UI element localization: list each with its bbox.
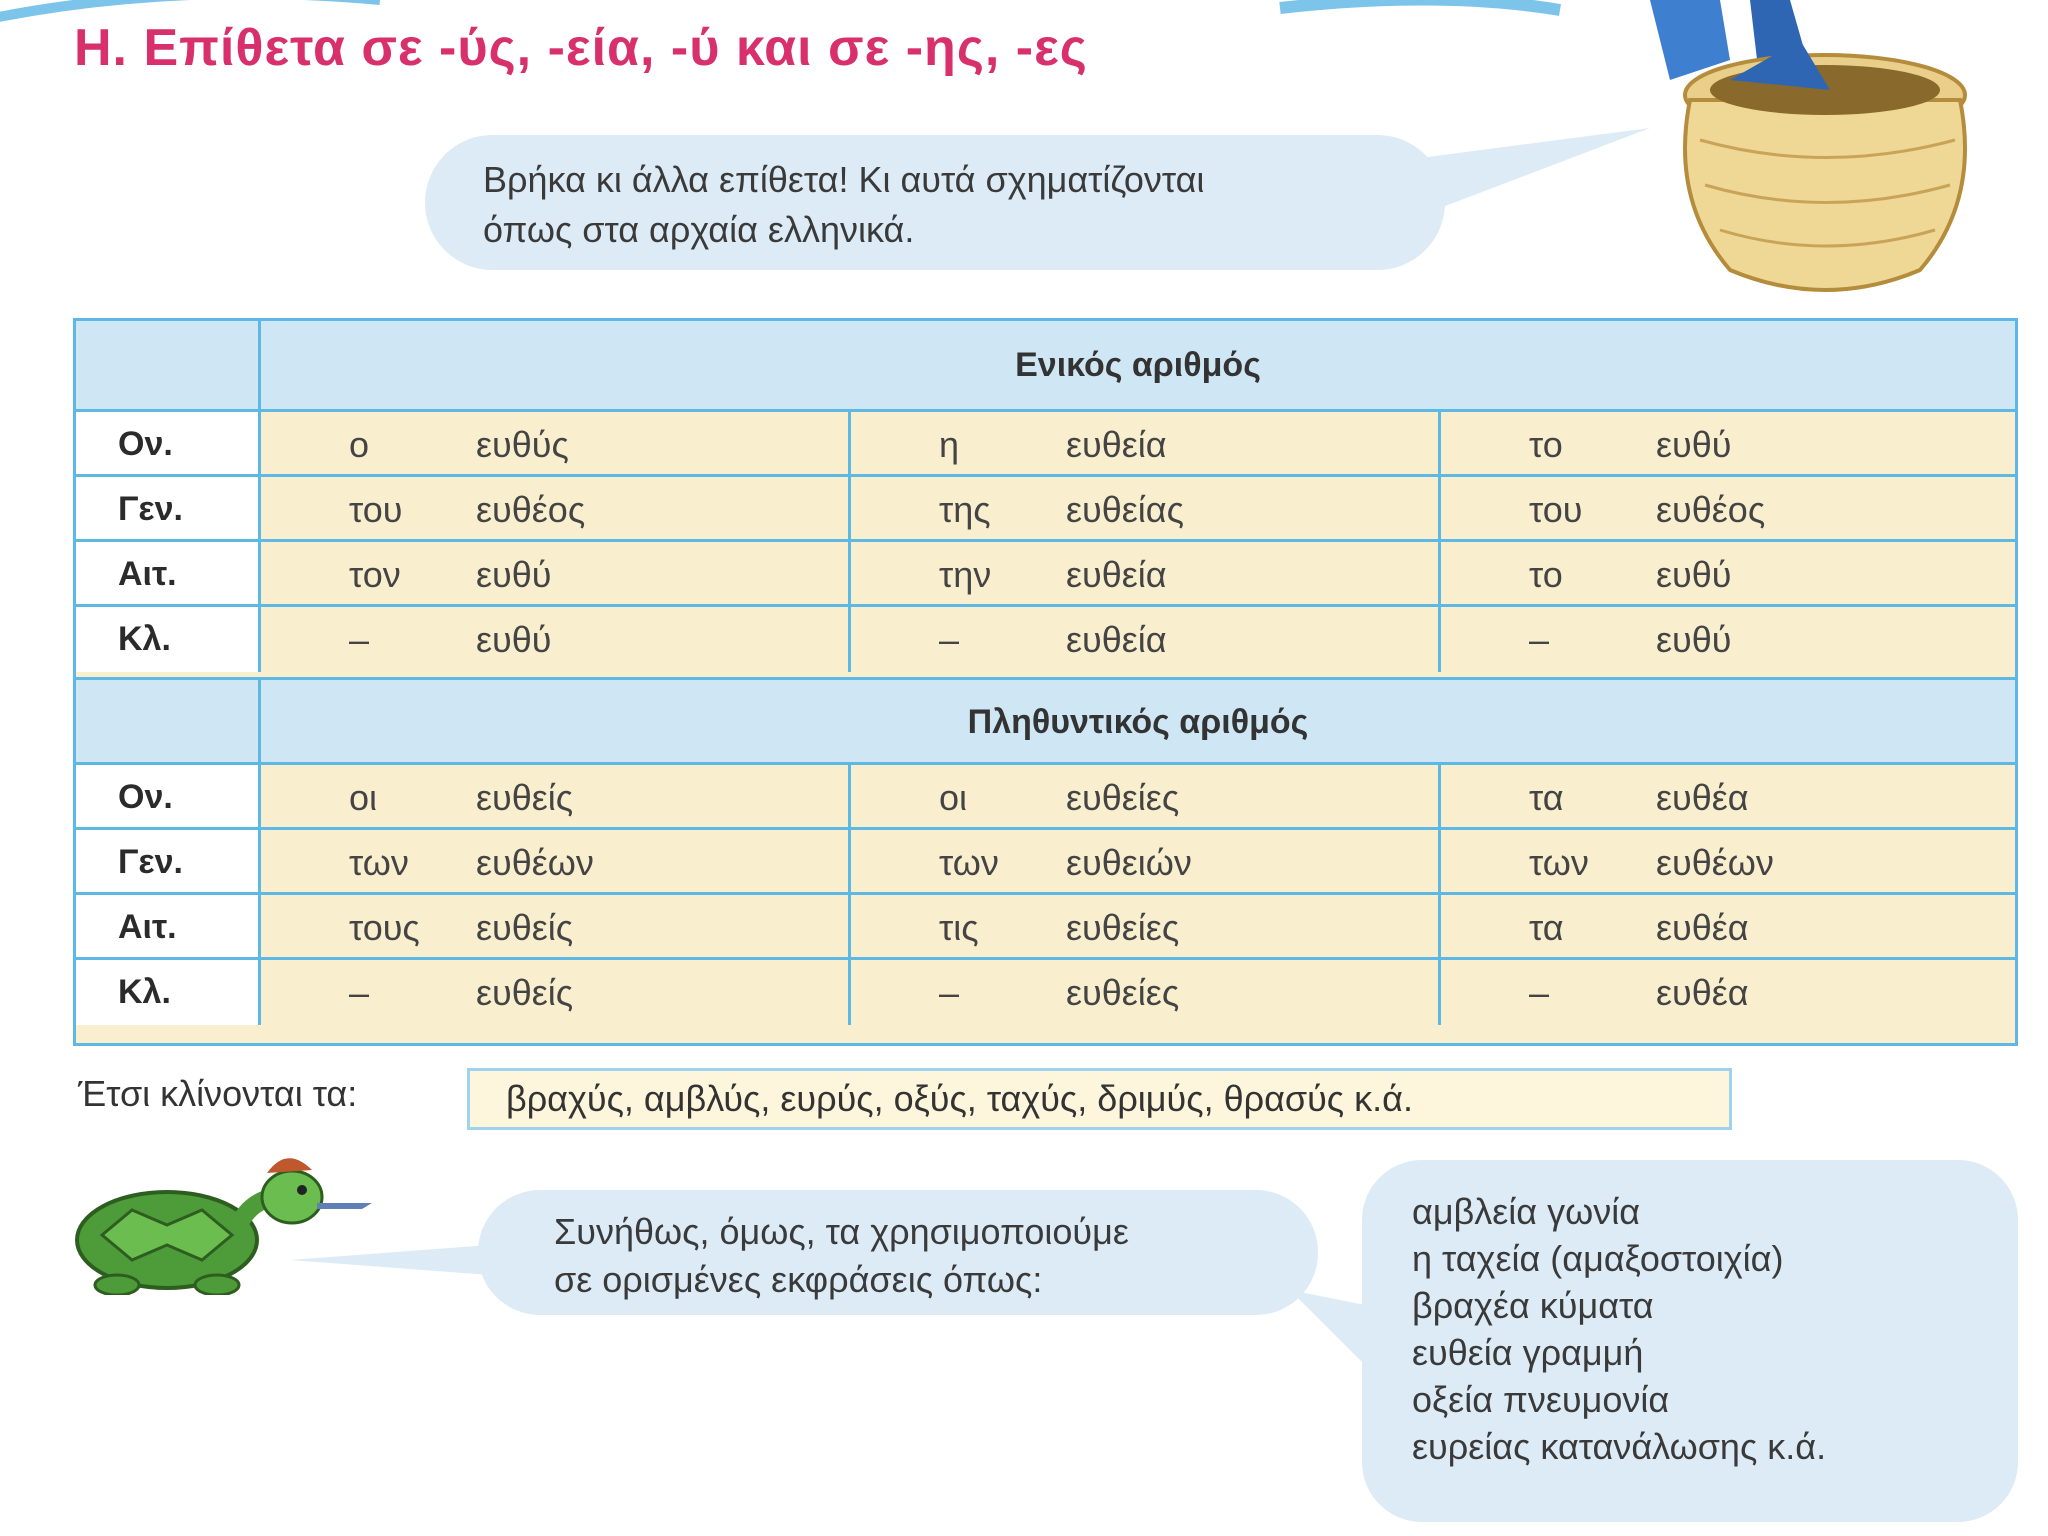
case-label: Ον. <box>76 765 261 830</box>
adjective-form: ευθέα <box>1656 906 1749 948</box>
table-row <box>76 474 2015 542</box>
feminine-cell <box>851 830 1441 895</box>
example-item: η ταχεία (αμαξοστοιχία) <box>1412 1238 1784 1279</box>
case-label: Κλ. <box>76 607 261 672</box>
neuter-cell <box>1441 412 2015 477</box>
plural-heading: Πληθυντικός αριθμός <box>967 703 1309 741</box>
article: της <box>939 488 991 530</box>
example-item: ευθεία γραμμή <box>1412 1332 1644 1373</box>
adjective-form: ευθεία <box>1066 618 1167 660</box>
article: τους <box>349 906 420 948</box>
clay-pot-illustration <box>1610 0 2010 300</box>
adjective-form: ευθείς <box>476 776 574 818</box>
article: του <box>1529 488 1583 530</box>
singular-heading: Ενικός αριθμός <box>1015 345 1261 384</box>
case-label: Αιτ. <box>76 542 261 607</box>
article: τον <box>349 553 401 595</box>
table-row <box>76 762 2015 830</box>
header-spacer <box>76 321 261 409</box>
case-label: Γεν. <box>76 477 261 542</box>
adjective-form: ευθείας <box>1066 488 1184 530</box>
usage-speech-bubble <box>478 1190 1318 1315</box>
plural-header-row <box>76 677 2015 765</box>
usage-line-1: Συνήθως, όμως, τα χρησιμοποιούμε <box>554 1211 1129 1252</box>
example-item: αμβλεία γωνία <box>1412 1191 1641 1232</box>
article: – <box>939 618 960 660</box>
inflection-label: Έτσι κλίνονται τα: <box>78 1073 358 1114</box>
article: των <box>1529 841 1589 883</box>
adjective-form: ευθεία <box>1066 423 1167 465</box>
masculine-cell <box>261 607 851 672</box>
adjective-form: ευθεία <box>1066 553 1167 595</box>
usage-line-2: σε ορισμένες εκφράσεις όπως: <box>554 1259 1043 1300</box>
article: ο <box>349 423 370 465</box>
masculine-cell <box>261 477 851 542</box>
masculine-cell <box>261 960 851 1025</box>
adjective-form: ευθέος <box>1656 488 1766 530</box>
adjective-form: ευθείες <box>1066 906 1180 948</box>
adjective-form: ευθέων <box>1656 841 1774 883</box>
article: – <box>1529 971 1550 1013</box>
article: των <box>939 841 999 883</box>
example-item: βραχέα κύματα <box>1412 1285 1654 1326</box>
adjective-form: ευθέα <box>1656 971 1749 1013</box>
neuter-cell <box>1441 542 2015 607</box>
page-title: Η. Επίθετα σε -ύς, -εία, -ύ και σε -ης, -ες <box>74 19 1088 77</box>
bubble-tail <box>290 1240 490 1280</box>
neuter-cell <box>1441 830 2015 895</box>
adjective-form: ευθειών <box>1066 841 1192 883</box>
article: – <box>349 618 370 660</box>
article: την <box>939 553 992 595</box>
adjective-form: ευθύ <box>476 553 552 595</box>
case-label: Ον. <box>76 412 261 477</box>
feminine-cell <box>851 607 1441 672</box>
table-row <box>76 409 2015 477</box>
adjective-form: ευθείς <box>476 906 574 948</box>
neuter-cell <box>1441 895 2015 960</box>
article: τα <box>1529 906 1564 948</box>
case-label: Γεν. <box>76 830 261 895</box>
feminine-cell <box>851 477 1441 542</box>
adjective-form: ευθύς <box>476 423 569 465</box>
article: τα <box>1529 776 1564 818</box>
inflection-word-list: βραχύς, αμβλύς, ευρύς, οξύς, ταχύς, δριμύς, θρασύς κ.ά. <box>467 1068 1732 1130</box>
adjective-form: ευθέος <box>476 488 586 530</box>
article: το <box>1529 423 1563 465</box>
intro-line-1: Βρήκα κι άλλα επίθετα! Κι αυτά σχηματίζονται <box>483 159 1205 200</box>
table-row <box>76 957 2015 1025</box>
case-label: Κλ. <box>76 960 261 1025</box>
header-spacer <box>76 680 261 765</box>
intro-speech-bubble <box>425 135 1445 270</box>
declension-table <box>73 318 2018 1046</box>
adjective-form: ευθέα <box>1656 776 1749 818</box>
article: τις <box>939 906 979 948</box>
article: οι <box>349 776 378 818</box>
table-row <box>76 604 2015 672</box>
article: των <box>349 841 409 883</box>
adjective-form: ευθείς <box>476 971 574 1013</box>
adjective-form: ευθείες <box>1066 776 1180 818</box>
table-row <box>76 892 2015 960</box>
neuter-cell <box>1441 607 2015 672</box>
neuter-cell <box>1441 960 2015 1025</box>
adjective-form: ευθύ <box>1656 618 1732 660</box>
feminine-cell <box>851 542 1441 607</box>
feminine-cell <box>851 895 1441 960</box>
masculine-cell <box>261 765 851 830</box>
singular-header-row <box>76 321 2015 409</box>
example-item: ευρείας κατανάλωσης κ.ά. <box>1412 1426 1827 1467</box>
article: η <box>939 423 960 465</box>
adjective-form: ευθύ <box>1656 423 1732 465</box>
case-label: Αιτ. <box>76 895 261 960</box>
article: – <box>1529 618 1550 660</box>
article: το <box>1529 553 1563 595</box>
feminine-cell <box>851 765 1441 830</box>
article: – <box>349 971 370 1013</box>
example-item: οξεία πνευμονία <box>1412 1379 1670 1420</box>
table-row <box>76 539 2015 607</box>
article: – <box>939 971 960 1013</box>
feminine-cell <box>851 960 1441 1025</box>
masculine-cell <box>261 895 851 960</box>
adjective-form: ευθέων <box>476 841 594 883</box>
neuter-cell <box>1441 477 2015 542</box>
adjective-form: ευθείες <box>1066 971 1180 1013</box>
article: οι <box>939 776 968 818</box>
masculine-cell <box>261 542 851 607</box>
masculine-cell <box>261 412 851 477</box>
feminine-cell <box>851 412 1441 477</box>
table-row <box>76 827 2015 895</box>
article: του <box>349 488 403 530</box>
masculine-cell <box>261 830 851 895</box>
adjective-form: ευθύ <box>476 618 552 660</box>
examples-speech-bubble <box>1362 1160 2018 1522</box>
intro-line-2: όπως στα αρχαία ελληνικά. <box>483 209 915 250</box>
adjective-form: ευθύ <box>1656 553 1732 595</box>
neuter-cell <box>1441 765 2015 830</box>
